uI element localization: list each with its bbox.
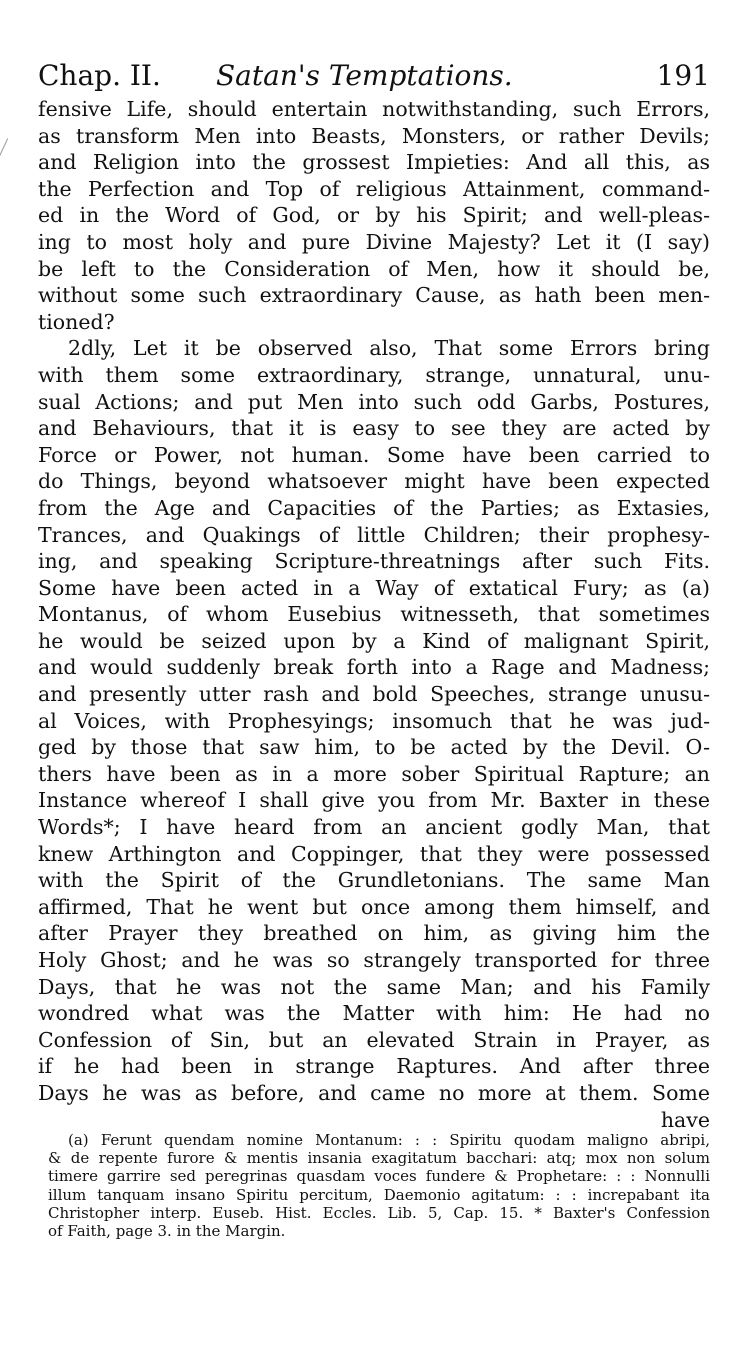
text-line: Force or Power, not human. Some have been carried to <box>38 442 710 467</box>
text-line: Days he was as before, and came no more at them. Some <box>38 1080 710 1105</box>
page-number: 191 <box>656 59 710 92</box>
running-header <box>38 56 710 96</box>
text-line: without some such extraordinary Cause, as hath been men- <box>38 283 710 308</box>
footnote-line: & de repente furore & mentis insania exagitatum bacchari: atq; mox non solum <box>48 1149 710 1168</box>
text-line: Holy Ghost; and he was so strangely transported for three <box>38 948 710 972</box>
text-line: after Prayer they breathed on him, as giving him the <box>38 921 710 946</box>
text-line: and would suddenly break forth into a Rage and Madness; <box>38 655 710 680</box>
text-line: al Voices, with Prophesyings; insomuch that he was jud- <box>38 708 710 733</box>
footnote-line: timere garrire sed peregrinas quasdam voces fundere & Prophetare: : : Nonnulli <box>48 1167 710 1186</box>
text-line: Trances, and Quakings of little Children; their prophesy- <box>38 522 710 547</box>
text-line: knew Arthington and Coppinger, that they were possessed <box>38 841 710 866</box>
footnotes <box>48 1131 710 1240</box>
footnote-line: of Faith, page 3. in the Margin. <box>48 1221 286 1240</box>
text-line: ed in the Word of God, or by his Spirit; and well-pleas- <box>38 203 710 228</box>
text-line: wondred what was the Matter with him: He had no <box>38 1001 710 1026</box>
text-line: do Things, beyond whatsoever might have been expected <box>38 469 710 494</box>
running-title: Satan's Temptations. <box>216 59 513 92</box>
text-line: and Religion into the grossest Impieties: And all this, as <box>38 150 710 175</box>
text-line: as transform Men into Beasts, Monsters, or rather Devils; <box>38 123 710 148</box>
text-line: with them some extraordinary, strange, unnatural, unu- <box>38 362 710 387</box>
text-line: be left to the Consideration of Men, how it should be, <box>38 256 710 281</box>
text-line: ing, and speaking Scripture-threatnings after such Fits. <box>38 549 710 574</box>
text-line: ged by those that saw him, to be acted by the Devil. O- <box>38 735 710 760</box>
text-line: Confession of Sin, but an elevated Strain in Prayer, as <box>38 1027 710 1052</box>
text-line: 2dly, Let it be observed also, That some Errors bring <box>68 336 710 361</box>
text-line: Days, that he was not the same Man; and his Family <box>38 974 710 999</box>
chapter-label: Chap. II. <box>38 59 161 92</box>
footnote-line: Christopher interp. Euseb. Hist. Eccles. Lib. 5, Cap. 15. * Baxter's Confession <box>48 1203 710 1222</box>
text-line: have <box>660 1107 710 1132</box>
text-line: Montanus, of whom Eusebius witnesseth, that sometimes <box>38 602 710 627</box>
text-line: sual Actions; and put Men into such odd Garbs, Postures, <box>38 389 710 414</box>
margin-pen-mark <box>0 138 19 163</box>
text-line: Some have been acted in a Way of extatical Fury; as (a) <box>38 575 710 600</box>
footnote-line: (a) Ferunt quendam nomine Montanum: : : Spiritu quodam maligno abripi, <box>68 1131 710 1149</box>
text-line: from the Age and Capacities of the Parties; as Extasies, <box>38 495 710 520</box>
text-line: with the Spirit of the Grundletonians. The same Man <box>38 868 710 893</box>
text-line: Instance whereof I shall give you from Mr. Baxter in these <box>38 788 710 813</box>
text-line: fensive Life, should entertain notwithstanding, such Errors, <box>38 97 710 121</box>
text-line: tioned? <box>38 309 115 334</box>
text-line: affirmed, That he went but once among them himself, and <box>38 894 710 919</box>
text-line: and presently utter rash and bold Speeches, strange unusu- <box>38 682 710 707</box>
text-line: if he had been in strange Raptures. And after three <box>38 1054 710 1079</box>
text-line: thers have been as in a more sober Spiritual Rapture; an <box>38 761 710 786</box>
text-line: ing to most holy and pure Divine Majesty? Let it (I say) <box>38 229 710 254</box>
body-text <box>38 96 710 1133</box>
text-line: he would be seized upon by a Kind of malignant Spirit, <box>38 628 710 653</box>
text-line: the Perfection and Top of religious Attainment, command- <box>38 176 710 201</box>
text-line: Words*; I have heard from an ancient godly Man, that <box>38 815 710 840</box>
footnote-line: illum tanquam insano Spiritu percitum, Daemonio agitatum: : : increpabant ita <box>48 1185 710 1204</box>
text-line: and Behaviours, that it is easy to see they are acted by <box>38 416 710 441</box>
